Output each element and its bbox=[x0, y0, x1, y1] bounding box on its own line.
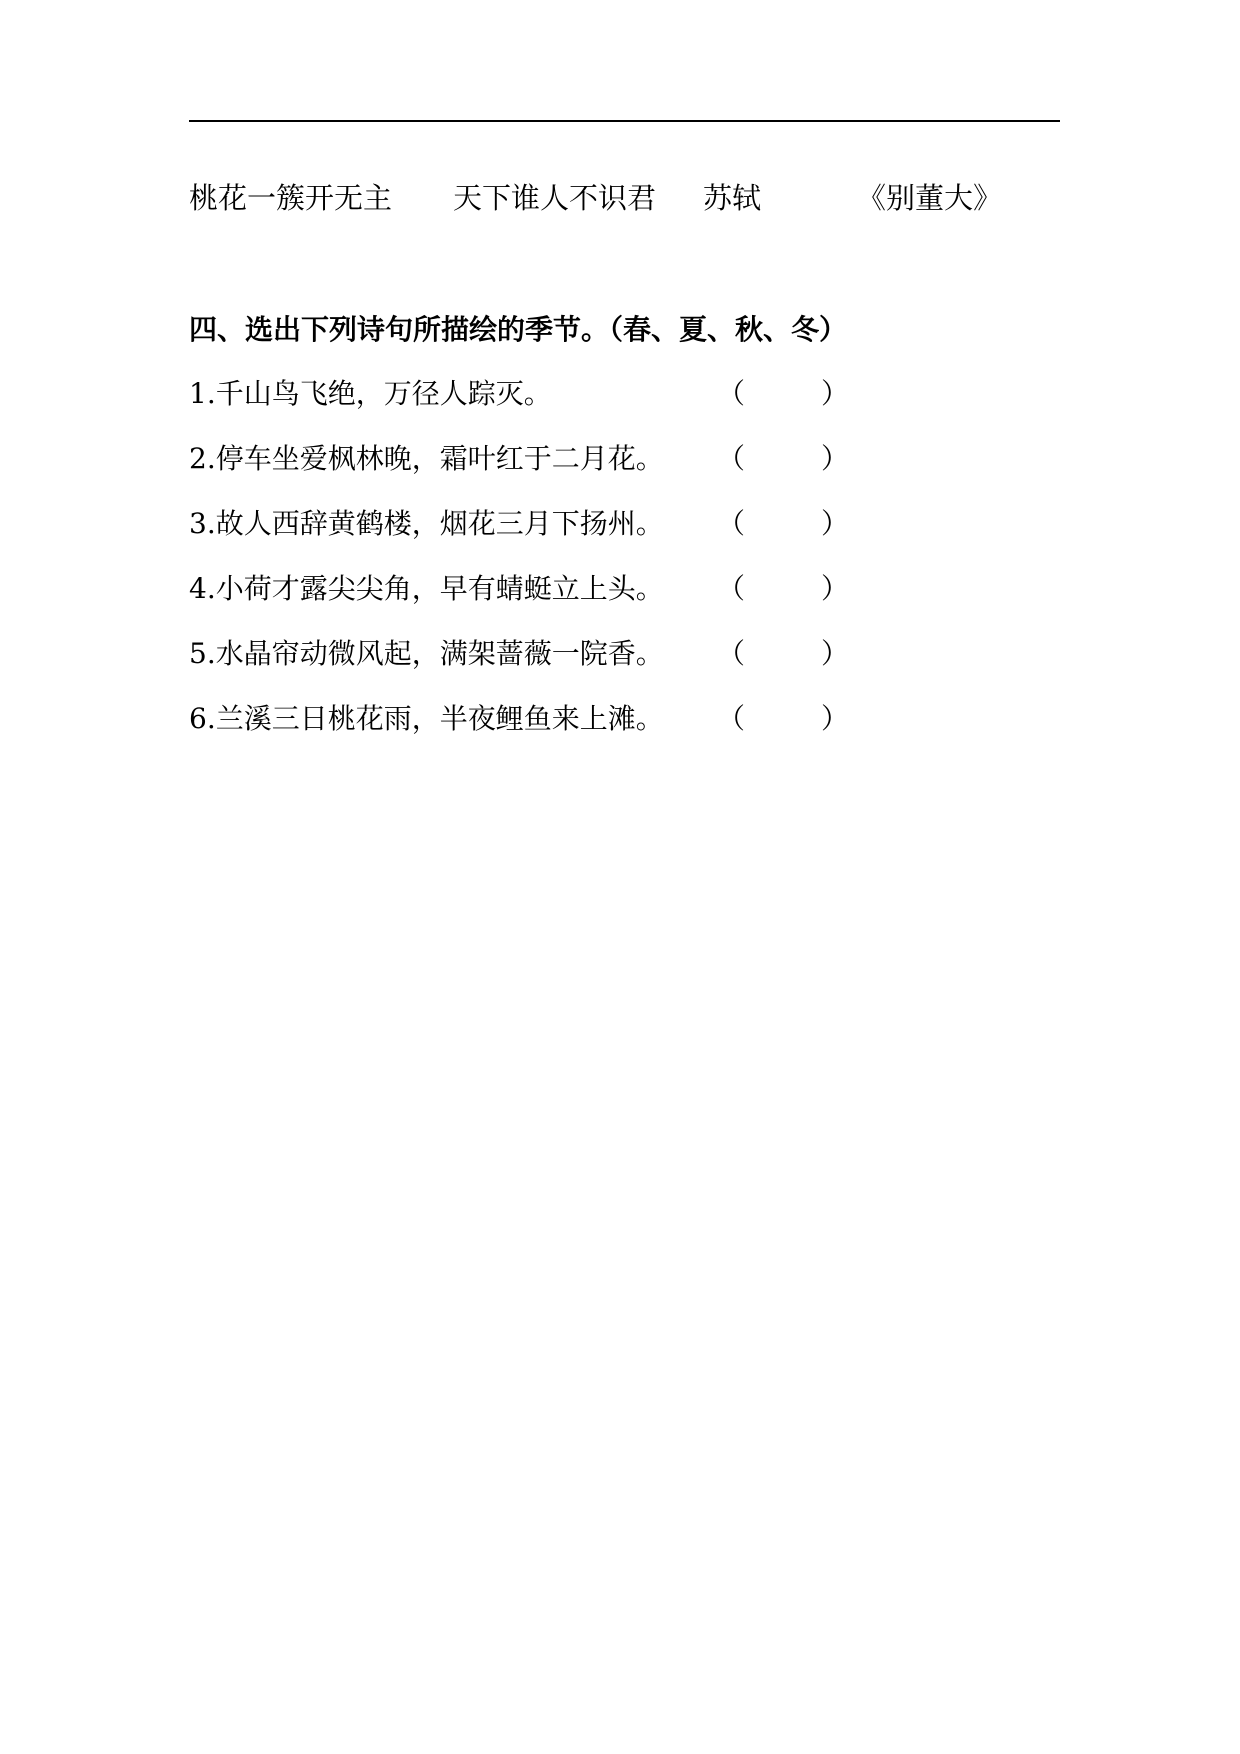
answer-open-paren: （ bbox=[717, 442, 746, 475]
question-item bbox=[0, 374, 1240, 414]
question-text: 5.水晶帘动微风起，满架蔷薇一院香。 bbox=[189, 637, 664, 670]
question-item bbox=[0, 634, 1240, 674]
question-item bbox=[0, 504, 1240, 544]
question-text: 2.停车坐爱枫林晚，霜叶红于二月花。 bbox=[189, 442, 664, 475]
section-heading: 四、选出下列诗句所描绘的季节。（春、夏、秋、冬） bbox=[189, 313, 848, 346]
answer-close-paren: ） bbox=[821, 637, 850, 670]
question-item bbox=[0, 569, 1240, 609]
question-item bbox=[0, 699, 1240, 739]
answer-close-paren: ） bbox=[821, 572, 850, 605]
question-item bbox=[0, 439, 1240, 479]
answer-open-paren: （ bbox=[717, 637, 746, 670]
top-divider bbox=[189, 120, 1060, 122]
answer-close-paren: ） bbox=[821, 377, 850, 410]
answer-close-paren: ） bbox=[821, 442, 850, 475]
question-text: 4.小荷才露尖尖角，早有蜻蜓立上头。 bbox=[189, 572, 664, 605]
answer-open-paren: （ bbox=[717, 702, 746, 735]
answer-open-paren: （ bbox=[717, 507, 746, 540]
poem-title: 《别董大》 bbox=[857, 181, 1003, 215]
answer-close-paren: ） bbox=[821, 702, 850, 735]
question-text: 1.千山鸟飞绝，万径人踪灭。 bbox=[189, 377, 552, 410]
answer-close-paren: ） bbox=[821, 507, 850, 540]
answer-open-paren: （ bbox=[717, 377, 746, 410]
answer-open-paren: （ bbox=[717, 572, 746, 605]
question-text: 3.故人西辞黄鹤楼，烟花三月下扬州。 bbox=[189, 507, 664, 540]
poem-line-2: 天下谁人不识君 bbox=[453, 181, 657, 215]
poem-author: 苏轼 bbox=[703, 181, 762, 215]
poem-match-row bbox=[0, 178, 1240, 218]
poem-line-1: 桃花一簇开无主 bbox=[189, 181, 393, 215]
question-text: 6.兰溪三日桃花雨，半夜鲤鱼来上滩。 bbox=[189, 702, 664, 735]
